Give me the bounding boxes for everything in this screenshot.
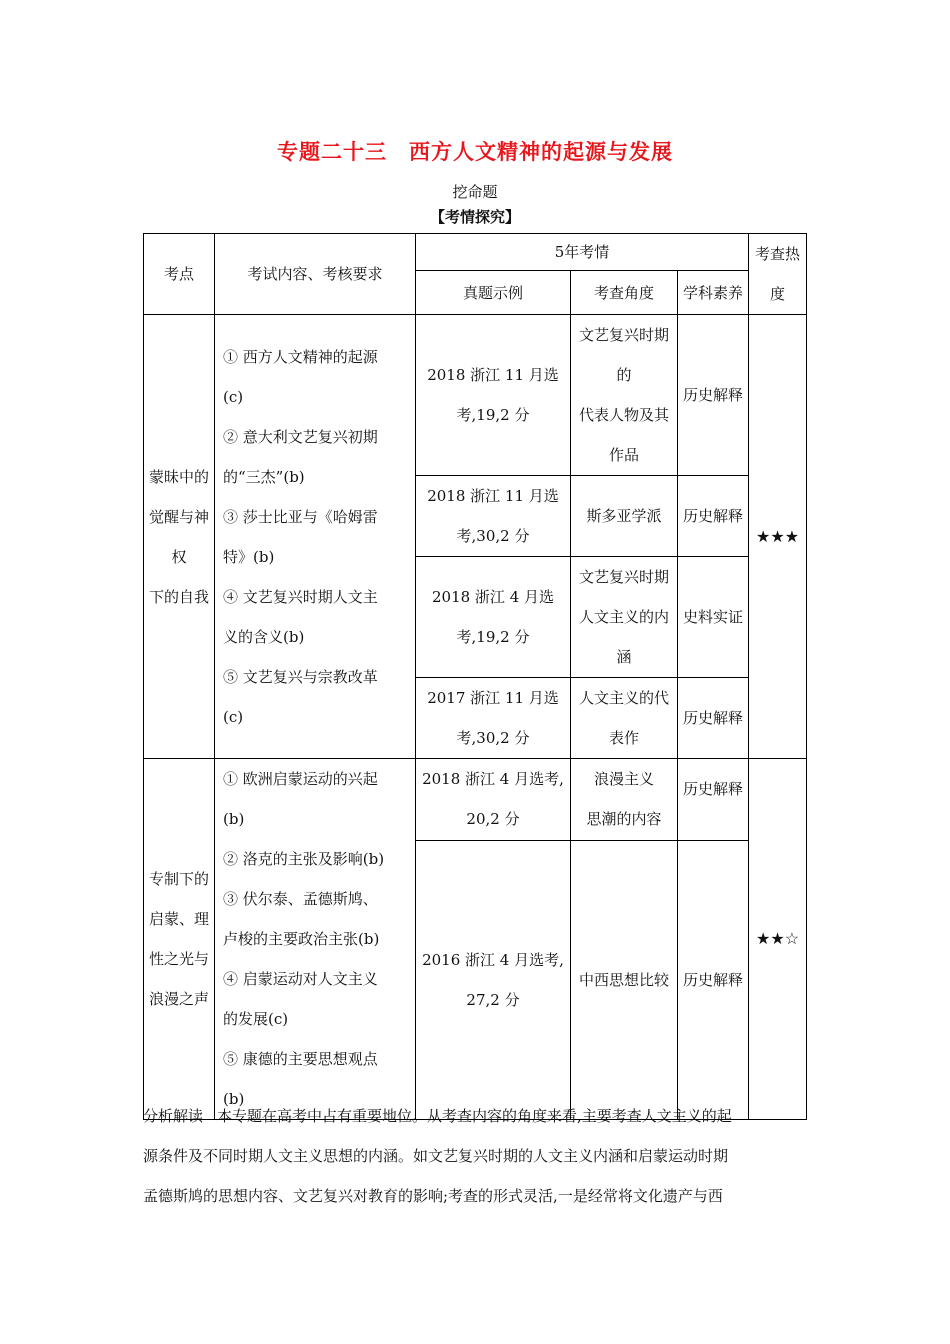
example-line: 2018 浙江 4 月选 xyxy=(431,588,555,606)
example-cell xyxy=(416,678,571,759)
exam-point-line: 觉醒与神 xyxy=(148,507,209,526)
example-line: 27,2 分 xyxy=(466,990,520,1009)
requirement-line: ④ 启蒙运动对人文主义 xyxy=(223,970,378,988)
header-example: 真题示例 xyxy=(416,271,571,315)
requirement-line: (c) xyxy=(223,387,244,406)
requirement-line: ② 洛克的主张及影响(b) xyxy=(223,850,385,868)
angle-line: 中西思想比较 xyxy=(578,970,669,989)
subsection-heading: 【考情探究】 xyxy=(429,208,520,226)
angle-line: 代表人物及其 xyxy=(578,406,669,424)
angle-line: 作品 xyxy=(608,446,639,464)
exam-point-line: 性之光与 xyxy=(148,950,209,968)
exam-point-line: 浪漫之声 xyxy=(148,990,209,1008)
analysis-line: 源条件及不同时期人文主义思想的内涵。如文艺复兴时期的人文主义内涵和启蒙运动时期 xyxy=(143,1147,729,1165)
requirement-line: ② 意大利文艺复兴初期 xyxy=(223,427,378,446)
example-cell xyxy=(416,315,571,476)
header-row xyxy=(144,234,807,271)
analysis-line: 孟德斯鸠的思想内容、文艺复兴对教育的影响;考查的形式灵活,一是经常将文化遗产与西 xyxy=(143,1187,723,1205)
literacy-cell: 历史解释 xyxy=(678,315,749,476)
requirement-line: 的“三杰”(b) xyxy=(223,467,305,486)
literacy-cell: 历史解释 xyxy=(678,476,749,557)
requirement-line: ① 欧洲启蒙运动的兴起 xyxy=(223,770,378,788)
header-angle: 考查角度 xyxy=(571,271,678,315)
header-heat-line: 度 xyxy=(770,285,786,303)
requirement-line: (b) xyxy=(223,810,245,828)
requirement-line: (c) xyxy=(223,707,244,726)
example-line: 2018 浙江 11 月选 xyxy=(427,366,559,384)
heat-rating: ★★★ xyxy=(749,315,807,759)
example-line: 2017 浙江 11 月选 xyxy=(427,689,559,707)
example-cell xyxy=(416,840,571,1119)
requirement-line: ① 西方人文精神的起源 xyxy=(223,347,378,366)
header-point: 考点 xyxy=(144,234,215,315)
angle-cell xyxy=(571,759,678,841)
exam-point-line: 启蒙、理 xyxy=(148,910,209,928)
angle-cell xyxy=(571,678,678,759)
exam-point-cell xyxy=(144,759,215,1120)
example-line: 2016 浙江 4 月选考, xyxy=(422,950,564,969)
page-title: 专题二十三 西方人文精神的起源与发展 xyxy=(277,140,673,164)
requirement-line: ③ 莎士比亚与《哈姆雷 xyxy=(223,507,378,526)
exam-point-cell xyxy=(144,315,215,759)
example-line: 考,19,2 分 xyxy=(456,406,530,424)
example-line: 2018 浙江 11 月选 xyxy=(427,487,559,505)
literacy-cell: 史料实证 xyxy=(678,557,749,678)
angle-line: 思潮的内容 xyxy=(586,810,662,828)
requirement-line: ⑤ 文艺复兴与宗教改革 xyxy=(223,667,378,686)
angle-line: 文艺复兴时期 xyxy=(578,326,669,344)
example-cell xyxy=(416,759,571,841)
requirement-line: ③ 伏尔泰、孟德斯鸠、 xyxy=(223,890,378,908)
example-cell xyxy=(416,476,571,557)
requirement-cell xyxy=(215,759,416,1120)
heat-rating: ★★☆ xyxy=(749,759,807,1120)
requirement-cell xyxy=(215,315,416,759)
requirement-line: ④ 文艺复兴时期人文主 xyxy=(223,587,378,606)
table-row xyxy=(144,315,807,476)
example-line: 20,2 分 xyxy=(466,810,520,828)
table-row xyxy=(144,759,807,841)
literacy-cell: 历史解释 xyxy=(678,840,749,1119)
header-content: 考试内容、考核要求 xyxy=(215,234,416,315)
header-heat-line: 考查热 xyxy=(755,245,801,263)
angle-line: 人文主义的代 xyxy=(578,689,669,707)
angle-line: 浪漫主义 xyxy=(593,770,654,788)
angle-line: 斯多亚学派 xyxy=(586,507,662,525)
analysis-label: 分析解读 xyxy=(143,1107,204,1125)
header-heat xyxy=(749,234,807,315)
example-line: 考,30,2 分 xyxy=(456,729,530,747)
angle-cell xyxy=(571,557,678,678)
angle-line: 文艺复兴时期 xyxy=(578,568,669,586)
header-five-year: 5年考情 xyxy=(416,234,749,271)
header-literacy: 学科素养 xyxy=(678,271,749,315)
exam-point-line: 权 xyxy=(171,547,187,566)
requirement-line: 的发展(c) xyxy=(223,1010,289,1028)
requirement-line: (b) xyxy=(223,1090,245,1108)
example-line: 2018 浙江 4 月选考, xyxy=(422,770,564,788)
angle-cell xyxy=(571,315,678,476)
literacy-cell: 历史解释 xyxy=(678,678,749,759)
angle-line: 表作 xyxy=(608,729,639,747)
angle-line: 涵 xyxy=(616,648,632,666)
exam-analysis-table xyxy=(143,233,807,1120)
angle-cell xyxy=(571,840,678,1119)
angle-line: 人文主义的内 xyxy=(578,608,669,626)
analysis-text: 本专题在高考中占有重要地位。从考查内容的角度来看,主要考查人文主义的起 xyxy=(217,1107,732,1125)
example-cell xyxy=(416,557,571,678)
requirement-line: 卢梭的主要政治主张(b) xyxy=(223,930,380,948)
exam-point-line: 蒙昧中的 xyxy=(148,467,209,486)
example-line: 考,19,2 分 xyxy=(456,628,530,646)
exam-point-line: 下的自我 xyxy=(148,587,209,606)
requirement-line: ⑤ 康德的主要思想观点 xyxy=(223,1050,378,1068)
literacy-cell: 历史解释 xyxy=(678,759,749,841)
requirement-line: 义的含义(b) xyxy=(223,627,305,646)
section-heading: 挖命题 xyxy=(452,183,498,201)
angle-cell xyxy=(571,476,678,557)
analysis-paragraph xyxy=(143,1096,806,1216)
example-line: 考,30,2 分 xyxy=(456,527,530,545)
angle-line: 的 xyxy=(616,366,632,384)
analysis-line xyxy=(143,1096,806,1136)
exam-point-line: 专制下的 xyxy=(148,870,209,888)
requirement-line: 特》(b) xyxy=(223,547,275,566)
